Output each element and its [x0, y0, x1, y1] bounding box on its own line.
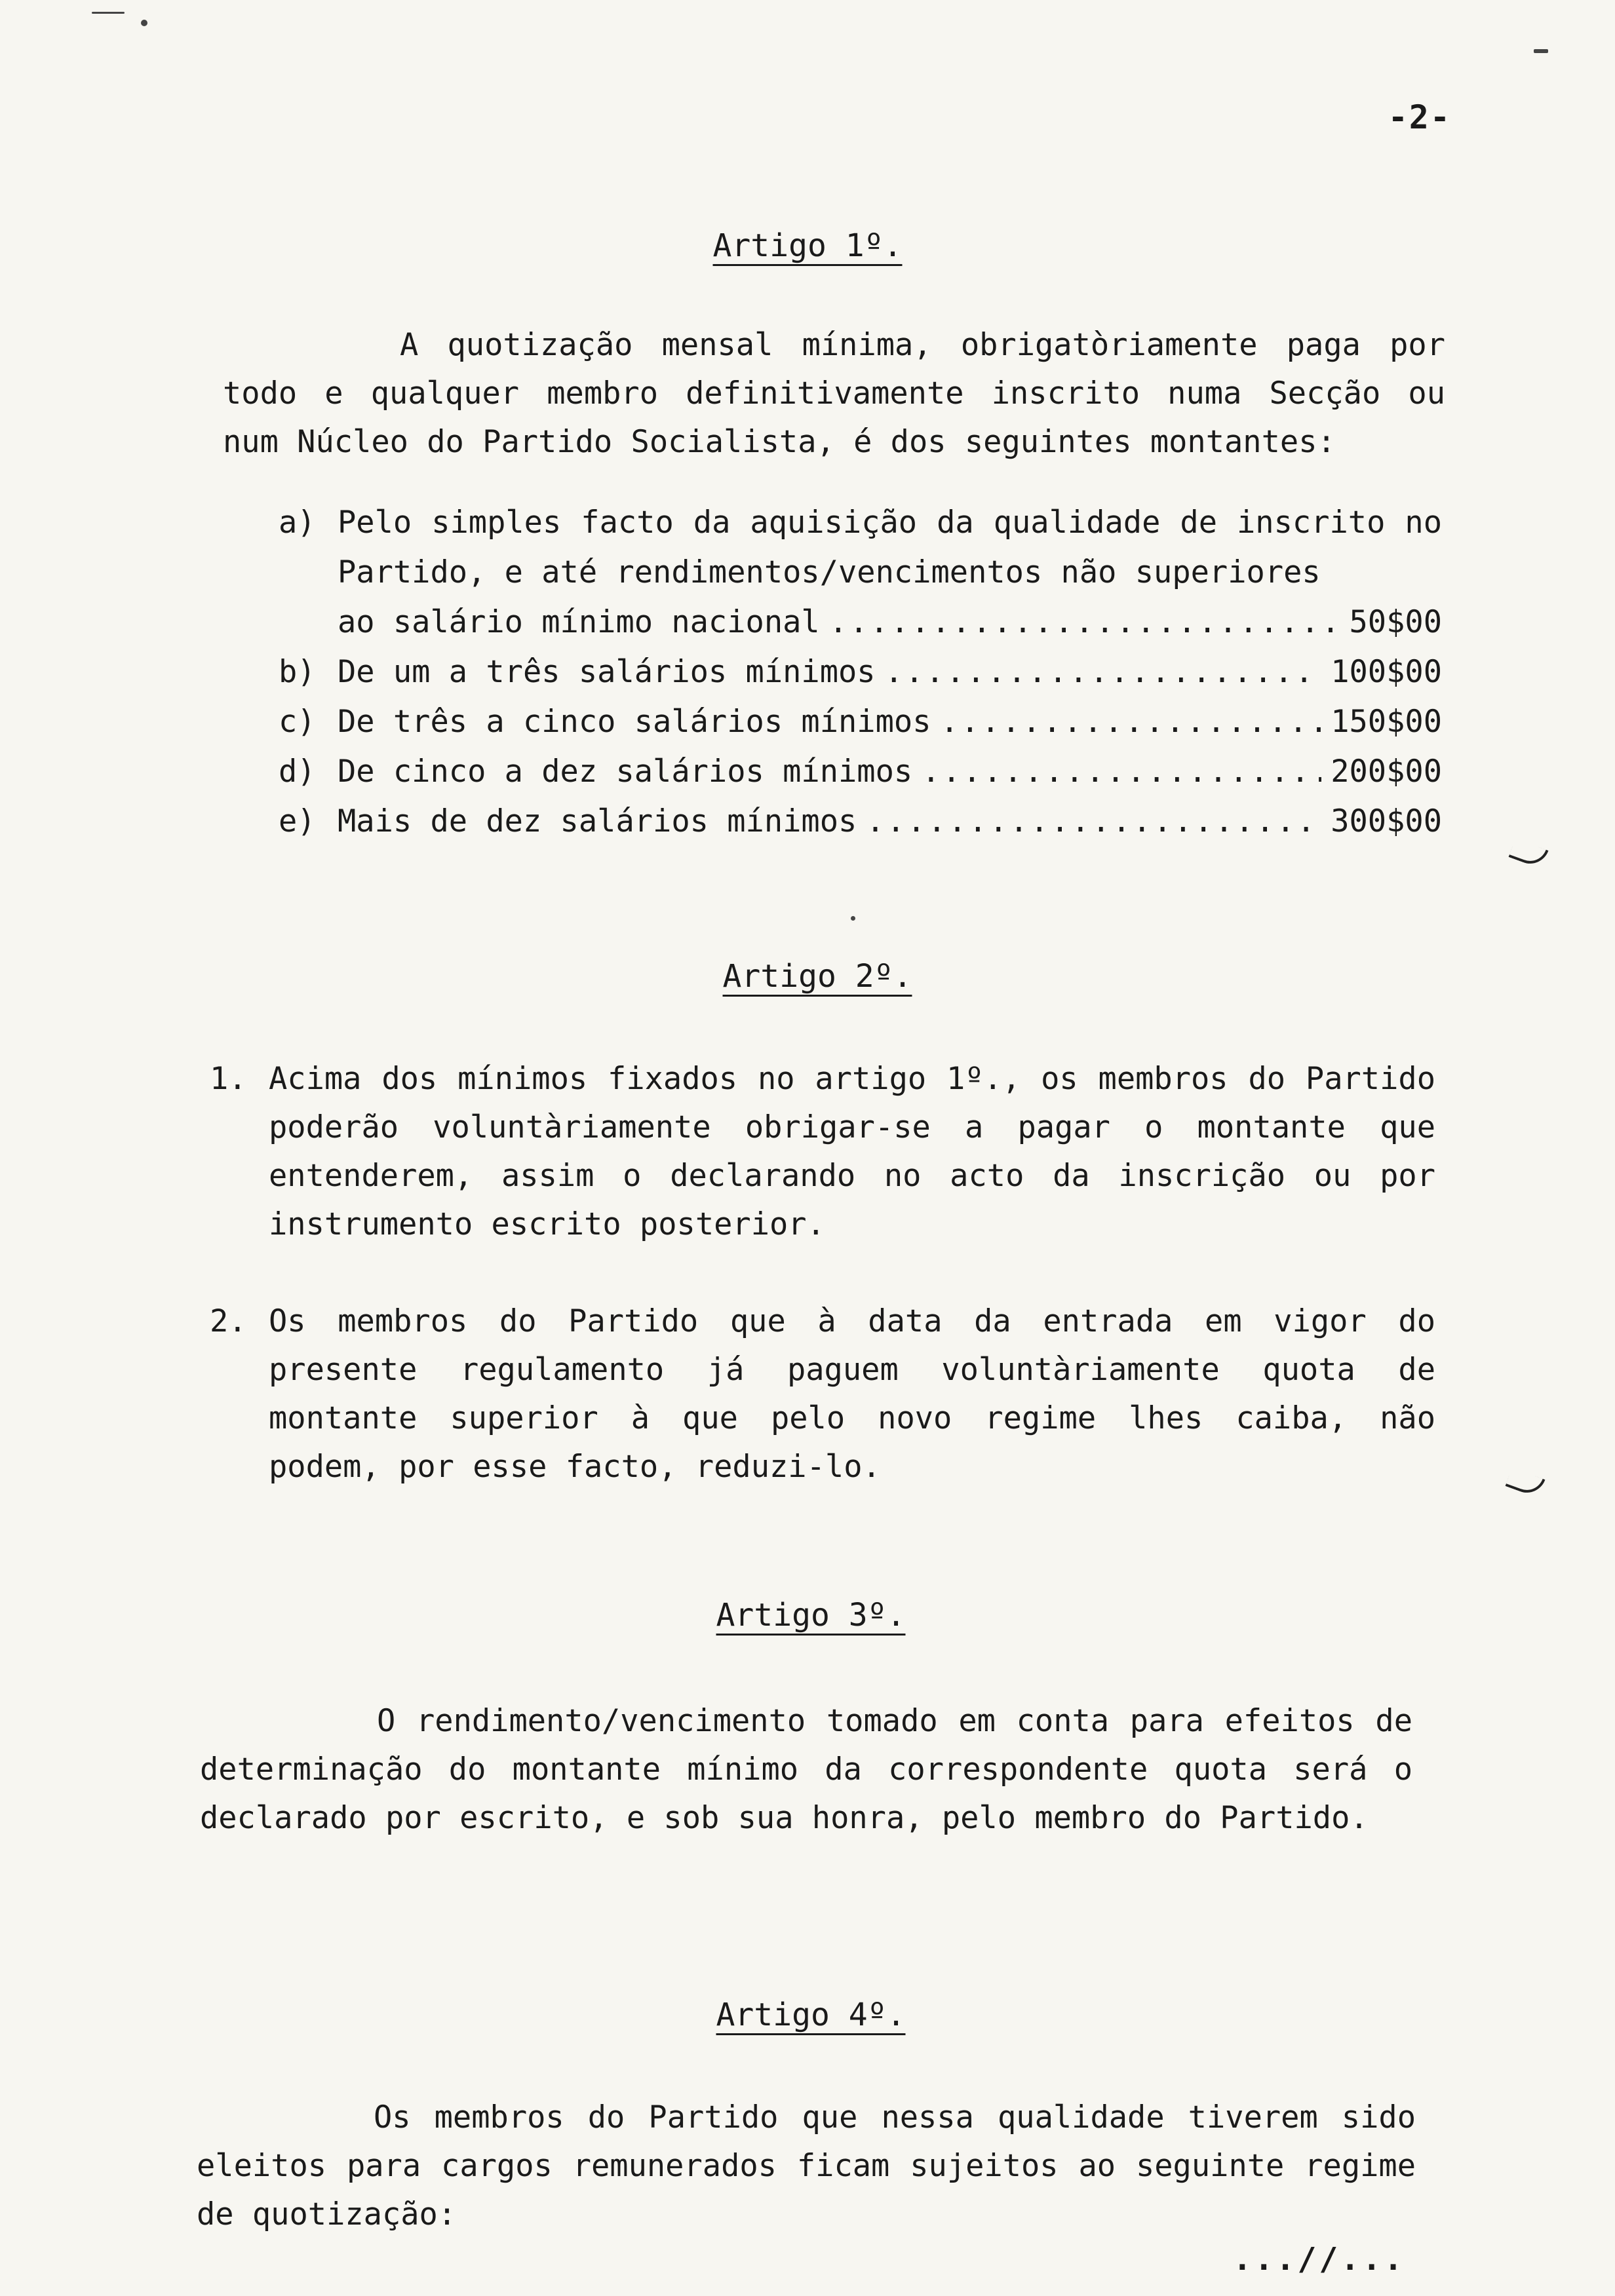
quota-item-label: a) — [279, 505, 316, 541]
quota-item-d — [279, 747, 1442, 797]
quota-item-e — [279, 797, 1442, 847]
artigo-4-body: Os membros do Partido que nessa qualidade tiverem sido eleitos para cargos remunerados ficam sujeitos ao seguinte regime de quotização: — [197, 2099, 1416, 2232]
quota-item-amount: 100$00 — [1331, 654, 1442, 690]
artigo-2-heading — [0, 957, 1615, 996]
artigo-4-heading-text: Artigo 4º. — [716, 1997, 906, 2033]
artigo-1-intro-text: A quotização mensal mínima, obrigatòriamente paga por todo e qualquer membro definitivamente inscrito numa Secção ou num Núcleo do Partido Socialista, é dos seguintes montantes: — [223, 327, 1445, 460]
leader-dots — [829, 598, 1340, 647]
quota-item-text: De cinco a dez salários mínimos — [338, 754, 913, 790]
artigo-2-item-text: Acima dos mínimos fixados no artigo 1º., os membros do Partido poderão voluntàriamente obrigar-se a pagar o montante que entenderem, assim o declarando no acto da inscrição ou por instrumento escrito posterior. — [269, 1061, 1435, 1242]
artigo-4-heading — [0, 1995, 1615, 2035]
scan-mark — [1505, 1468, 1545, 1499]
artigo-3-body: O rendimento/vencimento tomado em conta para efeitos de determinação do montante mínimo da correspondente quota será o declarado por escrito, e sob sua honra, pelo membro do Partido. — [200, 1703, 1412, 1836]
scan-speck — [92, 12, 125, 14]
leader-dots — [940, 697, 1321, 747]
page-number: -2- — [1388, 98, 1451, 136]
artigo-4-text — [197, 2094, 1416, 2239]
leader-dots — [922, 747, 1321, 797]
leader-dots — [866, 797, 1321, 847]
artigo-2-heading-text: Artigo 2º. — [722, 958, 912, 995]
artigo-2-item-2 — [210, 1297, 1435, 1491]
artigo-2-item-label: 2. — [210, 1303, 247, 1339]
artigo-2-item-text: Os membros do Partido que à data da entrada em vigor do presente regulamento já paguem voluntàriamente quota de montante superior à que pelo novo regime lhes caiba, não podem, por esse facto, reduzi-lo. — [269, 1303, 1435, 1485]
artigo-2-item-1 — [210, 1055, 1435, 1249]
artigo-1-heading-text: Artigo 1º. — [712, 227, 903, 264]
quota-item-text: De um a três salários mínimos — [338, 654, 876, 690]
scan-speck — [851, 916, 855, 921]
artigo-1-heading — [0, 226, 1615, 265]
quota-item-label: c) — [279, 704, 316, 740]
leader-dots — [885, 647, 1322, 697]
artigo-3-heading — [0, 1596, 1615, 1635]
quota-item-text: Mais de dez salários mínimos — [338, 803, 857, 839]
quota-item-label: b) — [279, 654, 316, 690]
artigo-1-intro — [223, 321, 1445, 467]
quota-item-amount: 200$00 — [1331, 754, 1442, 790]
artigo-3-text — [200, 1697, 1412, 1843]
quota-item-a — [279, 498, 1442, 647]
quota-item-lead-text: Pelo simples facto da aquisição da qualidade de inscrito no Partido, e até rendimentos/vencimentos não superiores — [338, 505, 1442, 590]
quota-item-text: De três a cinco salários mínimos — [338, 704, 931, 740]
quota-list — [279, 498, 1442, 847]
continued-marker: ...//... — [1232, 2241, 1405, 2278]
scan-speck — [141, 20, 147, 26]
quota-item-c — [279, 697, 1442, 747]
quota-item-amount: 300$00 — [1331, 803, 1442, 839]
quota-item-amount: 50$00 — [1349, 604, 1442, 640]
artigo-2-item-label: 1. — [210, 1061, 247, 1097]
quota-item-text: ao salário mínimo nacional — [338, 604, 820, 640]
artigo-3-heading-text: Artigo 3º. — [716, 1597, 906, 1634]
scan-mark — [1508, 839, 1548, 870]
artigo-2-list — [210, 1055, 1435, 1491]
quota-item-amount: 150$00 — [1331, 704, 1442, 740]
scan-speck — [1534, 49, 1548, 53]
quota-item-label: e) — [279, 803, 316, 839]
quota-item-label: d) — [279, 754, 316, 790]
quota-item-b — [279, 647, 1442, 697]
